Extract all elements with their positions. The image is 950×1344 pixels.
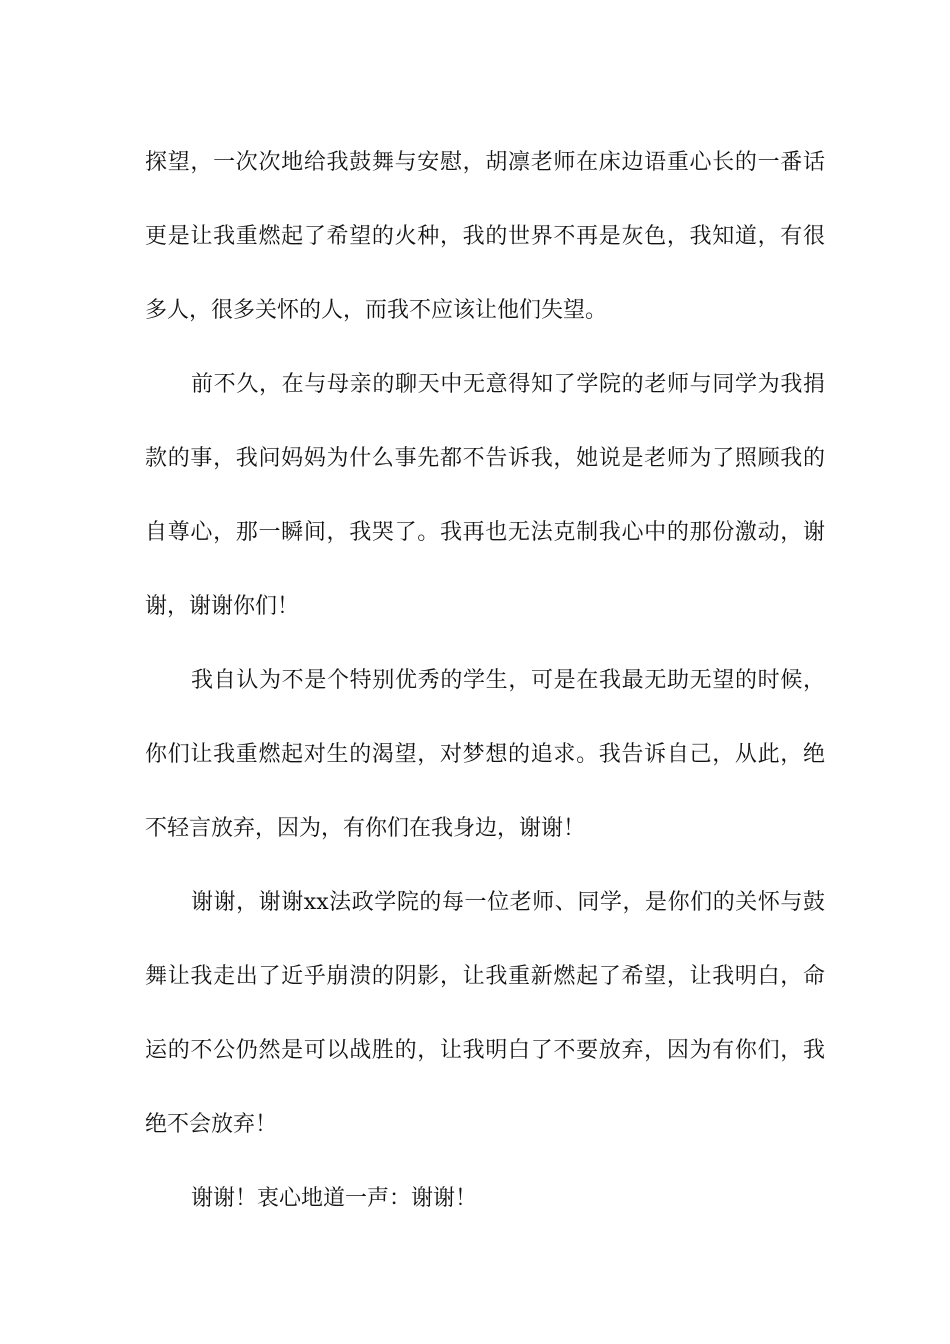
paragraph-4: 谢谢，谢谢xx法政学院的每一位老师、同学，是你们的关怀与鼓舞让我走出了近乎崩溃的阴影，让我重新燃起了希望，让我明白，命运的不公仍然是可以战胜的，让我明白了不要放弃，因为有你们，我绝不会放弃！ [145, 890, 825, 1137]
paragraph-3: 我自认为不是个特别优秀的学生，可是在我最无助无望的时候，你们让我重燃起对生的渴望，对梦想的追求。我告诉自己，从此，绝不轻言放弃，因为，有你们在我身边，谢谢！ [145, 668, 825, 841]
paragraph-2: 前不久，在与母亲的聊天中无意得知了学院的老师与同学为我捐款的事，我问妈妈为什么事先都不告诉我，她说是老师为了照顾我的自尊心，那一瞬间，我哭了。我再也无法克制我心中的那份激动，谢谢，谢谢你们！ [145, 372, 825, 619]
paragraph-1: 探望，一次次地给我鼓舞与安慰，胡凛老师在床边语重心长的一番话更是让我重燃起了希望的火种，我的世界不再是灰色，我知道，有很多人，很多关怀的人，而我不应该让他们失望。 [145, 150, 825, 323]
paragraph-5: 谢谢！衷心地道一声：谢谢！ [191, 1186, 478, 1211]
document-body [145, 126, 825, 1236]
